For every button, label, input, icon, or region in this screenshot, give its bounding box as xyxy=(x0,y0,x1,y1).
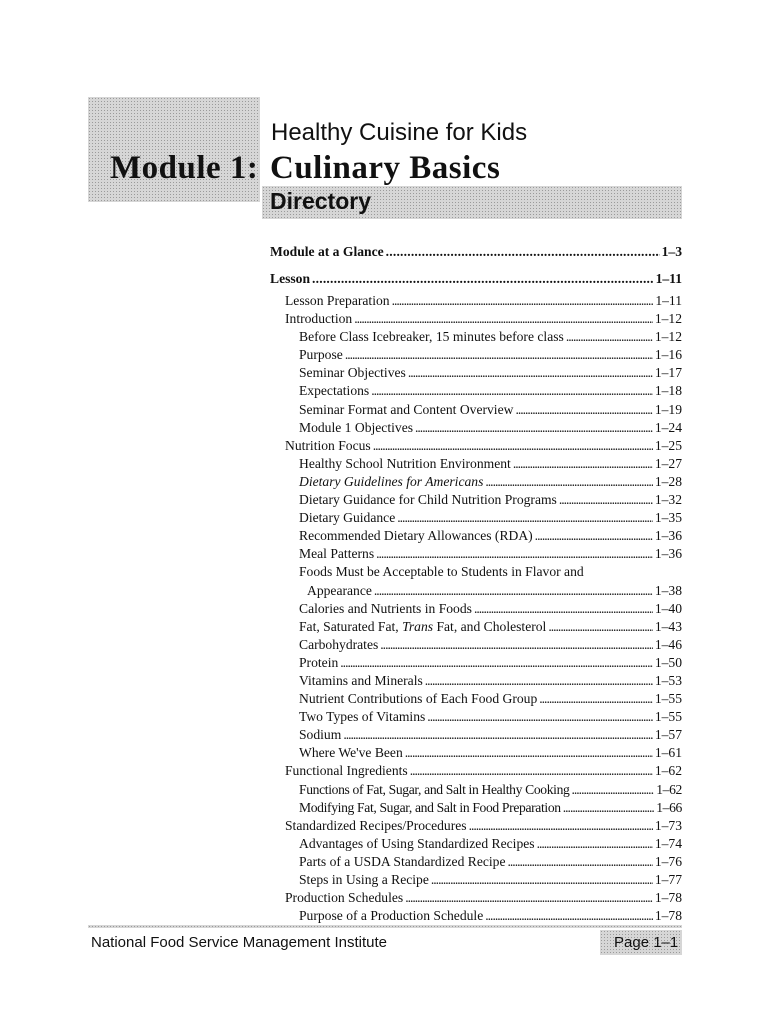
toc-entry-title: Recommended Dietary Allowances (RDA) xyxy=(299,528,533,544)
toc-entry-page: 1–19 xyxy=(654,401,682,417)
toc-entry-title: Functional Ingredients xyxy=(285,763,408,779)
toc-entry-page: 1–53 xyxy=(654,672,682,688)
toc-entry xyxy=(270,618,682,636)
toc-entry-page: 1–78 xyxy=(654,890,682,906)
toc-entry-title: Steps in Using a Recipe xyxy=(299,872,429,887)
toc-entry xyxy=(270,419,682,437)
toc-entry-title: Production Schedules xyxy=(285,890,404,906)
dot-leader xyxy=(373,437,653,455)
dot-leader xyxy=(425,672,653,690)
directory-heading: Directory xyxy=(270,188,371,214)
dot-leader xyxy=(345,346,653,364)
toc-entry-title: Nutrient Contributions of Each Food Group xyxy=(299,691,538,707)
toc-entry xyxy=(270,871,682,889)
dot-leader xyxy=(343,726,653,744)
toc-entry xyxy=(270,346,682,364)
dot-leader xyxy=(354,310,653,328)
toc-entry xyxy=(270,292,682,310)
toc-entry xyxy=(270,455,682,473)
toc-entry xyxy=(270,672,682,690)
toc-entry-page: 1–35 xyxy=(654,510,682,526)
toc-entry-title: Where We've Been xyxy=(299,745,403,761)
dot-leader xyxy=(559,491,653,509)
footer-divider xyxy=(88,925,682,928)
course-title: Healthy Cuisine for Kids xyxy=(271,119,528,146)
toc-entry-page: 1–24 xyxy=(654,419,682,435)
toc-entry-title: Parts of a USDA Standardized Recipe xyxy=(299,853,506,869)
toc-entry-page: 1–76 xyxy=(654,853,682,869)
dot-leader xyxy=(548,618,652,636)
toc-entry-title: Dietary Guidance for Child Nutrition Programs xyxy=(299,492,557,508)
toc-entry-title: Before Class Icebreaker, 15 minutes before class xyxy=(299,329,564,345)
toc-entry-title: Two Types of Vitamins xyxy=(299,709,426,725)
toc-entry-title: Calories and Nutrients in Foods xyxy=(299,600,472,616)
dot-leader xyxy=(397,509,653,527)
toc-entry-title: Lesson xyxy=(270,271,311,286)
toc-entry-page: 1–38 xyxy=(654,582,682,598)
toc-entry-title: Fat, Saturated Fat, Trans Fat, and Cholesterol xyxy=(299,618,547,634)
toc-entry-title: Advantages of Using Standardized Recipes xyxy=(299,835,535,851)
dot-leader xyxy=(513,455,653,473)
toc-entry-page: 1–36 xyxy=(654,528,682,544)
toc-entry-title: Standardized Recipes/Procedures xyxy=(285,817,467,833)
toc-entry xyxy=(270,600,682,618)
footer-institute: National Food Service Management Institute xyxy=(91,934,387,951)
dot-leader xyxy=(537,835,653,853)
toc-entry-page: 1–27 xyxy=(654,455,682,471)
toc-entry xyxy=(270,654,682,672)
dot-leader xyxy=(415,419,653,437)
module-title: Culinary Basics xyxy=(270,150,501,186)
toc-entry xyxy=(270,582,682,600)
toc-entry-page: 1–46 xyxy=(654,636,682,652)
toc-entry-page: 1–12 xyxy=(654,329,682,345)
toc-entry xyxy=(270,708,682,726)
toc-entry xyxy=(270,238,682,265)
toc-entry xyxy=(270,310,682,328)
toc-entry-title: Foods Must be Acceptable to Students in Flavor and xyxy=(299,564,584,580)
toc-entry-title: Seminar Objectives xyxy=(299,365,406,381)
toc-entry-page: 1–16 xyxy=(654,347,682,363)
toc-entry-title: Dietary Guidance xyxy=(299,510,396,526)
toc-entry xyxy=(270,265,682,292)
dot-leader xyxy=(485,907,653,925)
dot-leader xyxy=(376,545,653,563)
dot-leader xyxy=(371,382,653,400)
dot-leader xyxy=(571,781,654,799)
toc-entry-page: 1–74 xyxy=(654,835,682,851)
dot-leader xyxy=(474,600,653,618)
toc-entry xyxy=(270,382,682,400)
toc-entry xyxy=(270,907,682,925)
toc-entry xyxy=(270,473,682,491)
toc-entry xyxy=(270,401,682,419)
toc-entry-title: Functions of Fat, Sugar, and Salt in Healthy Cooking xyxy=(299,781,570,797)
toc-entry-title: Protein xyxy=(299,654,339,670)
dot-leader xyxy=(405,744,653,762)
toc-entry-title: Expectations xyxy=(299,383,370,399)
toc-entry-page: 1–62 xyxy=(656,781,682,797)
toc-entry xyxy=(270,726,682,744)
toc-entry xyxy=(270,437,682,455)
toc-entry-title: Lesson Preparation xyxy=(285,293,390,308)
dot-leader xyxy=(485,473,652,491)
toc-entry-page: 1–11 xyxy=(655,293,682,308)
toc-entry-page: 1–3 xyxy=(661,244,682,259)
toc-entry xyxy=(270,545,682,563)
toc-entry-page: 1–43 xyxy=(654,618,682,634)
toc-entry xyxy=(270,762,682,780)
toc-entry-page: 1–73 xyxy=(654,817,682,833)
toc-entry-title: Nutrition Focus xyxy=(285,437,371,453)
dot-leader xyxy=(515,401,652,419)
toc-entry-title: Modifying Fat, Sugar, and Salt in Food Preparation xyxy=(299,799,561,815)
dot-leader xyxy=(340,654,653,672)
toc-entry xyxy=(270,781,682,799)
toc-entry-title: Appearance xyxy=(307,582,372,598)
module-label: Module 1: xyxy=(110,150,259,186)
toc-entry-title: Purpose xyxy=(299,347,343,363)
dot-leader xyxy=(405,889,653,907)
toc-entry-page: 1–32 xyxy=(654,492,682,508)
toc-entry-page: 1–55 xyxy=(654,691,682,707)
toc-entry-title: Module at a Glance xyxy=(270,244,384,259)
toc-entry xyxy=(270,491,682,509)
dot-leader xyxy=(380,636,653,654)
toc-entry-page: 1–57 xyxy=(654,727,682,743)
toc-entry-page: 1–11 xyxy=(655,271,682,286)
toc-entry-page: 1–66 xyxy=(656,799,682,815)
toc-entry-page: 1–50 xyxy=(654,654,682,670)
toc-entry xyxy=(270,744,682,762)
dot-leader xyxy=(431,871,653,889)
dot-leader xyxy=(408,364,653,382)
toc-entry-title: Carbohydrates xyxy=(299,636,379,652)
toc-entry xyxy=(270,835,682,853)
dot-leader xyxy=(427,708,653,726)
toc-entry-title: Healthy School Nutrition Environment xyxy=(299,455,511,471)
dot-leader xyxy=(508,853,653,871)
toc-entry xyxy=(270,563,682,581)
dot-leader xyxy=(392,292,654,310)
toc-entry xyxy=(270,817,682,835)
dot-leader xyxy=(566,328,653,346)
toc-entry-title: Purpose of a Production Schedule xyxy=(299,908,484,924)
toc-entry xyxy=(270,527,682,545)
toc-entry xyxy=(270,799,682,817)
toc-entry-title: Meal Patterns xyxy=(299,546,375,562)
toc-entry-title: Introduction xyxy=(285,311,353,327)
toc-entry-page: 1–12 xyxy=(654,311,682,327)
dot-leader xyxy=(535,527,653,545)
dot-leader xyxy=(410,762,653,780)
toc-entry-page: 1–40 xyxy=(654,600,682,616)
toc-entry-title: Vitamins and Minerals xyxy=(299,672,423,688)
toc-entry xyxy=(270,636,682,654)
toc-entry xyxy=(270,853,682,871)
dot-leader xyxy=(563,799,654,817)
toc-entry-page: 1–77 xyxy=(654,872,682,887)
toc-entry-page: 1–25 xyxy=(654,437,682,453)
page-number: Page 1–1 xyxy=(614,934,679,951)
toc-entry xyxy=(270,509,682,527)
toc-entry xyxy=(270,364,682,382)
toc-entry-page: 1–61 xyxy=(654,745,682,761)
dot-leader xyxy=(539,690,653,708)
toc-entry-page: 1–78 xyxy=(654,908,682,924)
toc-entry xyxy=(270,690,682,708)
toc-entry-page: 1–55 xyxy=(654,709,682,725)
toc-entry-page: 1–17 xyxy=(654,365,682,381)
toc-entry-title: Dietary Guidelines for Americans xyxy=(299,473,484,489)
toc-entry-page: 1–36 xyxy=(654,546,682,562)
dot-leader xyxy=(386,238,660,265)
toc-entry-page: 1–18 xyxy=(654,383,682,399)
toc-entry xyxy=(270,328,682,346)
dot-leader xyxy=(312,265,654,292)
table-of-contents xyxy=(270,238,682,925)
toc-entry-title: Seminar Format and Content Overview xyxy=(299,401,514,417)
toc-entry xyxy=(270,889,682,907)
toc-entry-page: 1–28 xyxy=(654,473,682,489)
toc-entry-page: 1–62 xyxy=(654,763,682,779)
dot-leader xyxy=(469,817,653,835)
dot-leader xyxy=(374,582,653,600)
toc-entry-title: Sodium xyxy=(299,727,342,743)
toc-entry-title: Module 1 Objectives xyxy=(299,419,414,435)
